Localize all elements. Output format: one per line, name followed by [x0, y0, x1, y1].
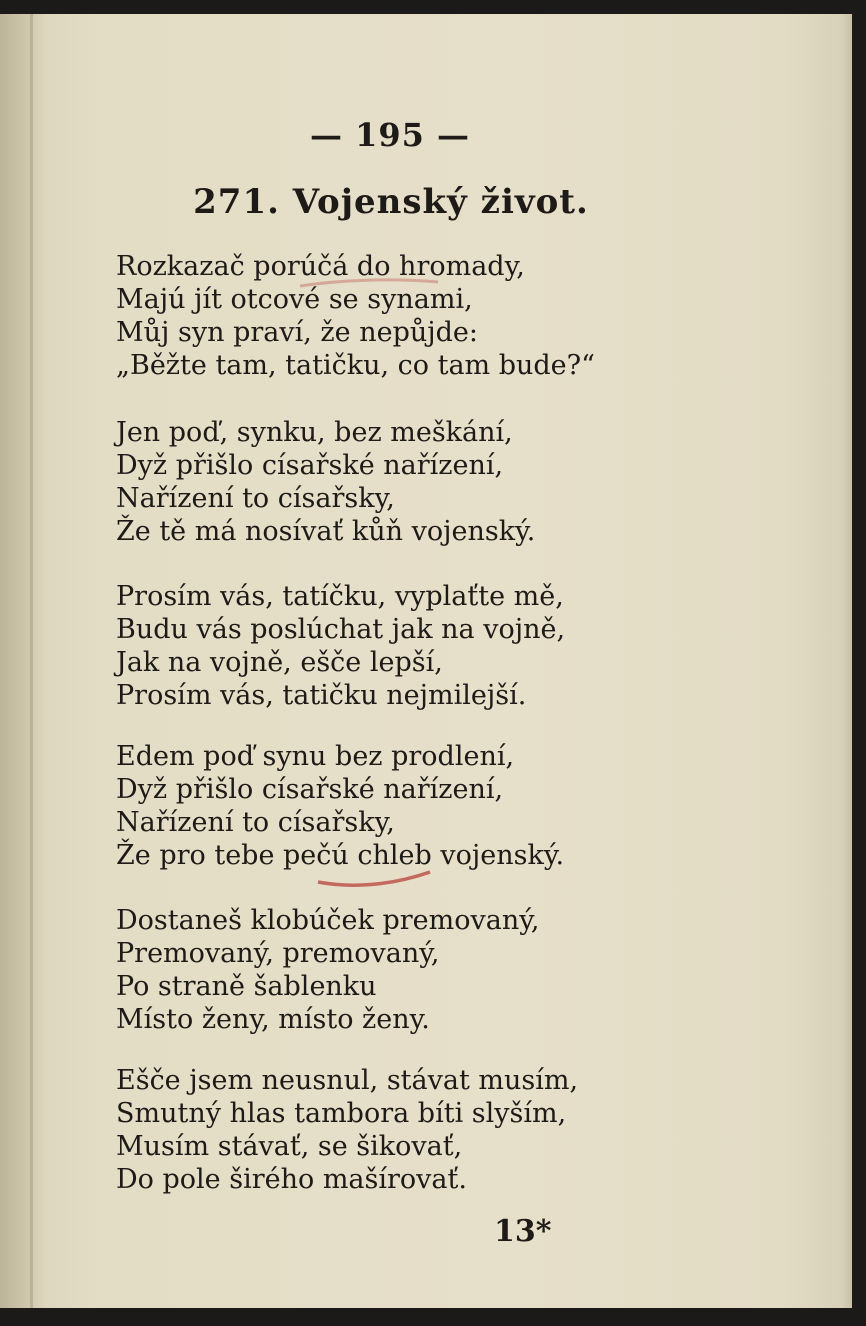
verse-line: Můj syn praví, že nepůjde:: [116, 317, 478, 348]
verse-line: Do pole širého mašírovať.: [116, 1164, 467, 1195]
stanza-3: [116, 580, 816, 712]
stanza-4: [116, 740, 816, 872]
verse-line: Rozkazač porúčá do hromady,: [116, 251, 525, 282]
verse-line: Prosím vás, tatíčku, vyplaťte mě,: [116, 581, 564, 612]
verse-line: Po straně šablenku: [116, 971, 377, 1002]
stanza-6: [116, 1064, 816, 1196]
verse-line: Ešče jsem neusnul, stávat musím,: [116, 1065, 579, 1096]
stanza-2: [116, 416, 816, 548]
verse-line: Dostaneš klobúček premovaný,: [116, 905, 540, 936]
verse-line: „Běžte tam, tatičku, co tam bude?“: [116, 350, 595, 381]
stanza-5: [116, 904, 816, 1036]
verse-line: Edem poď synu bez prodlení,: [116, 741, 515, 772]
verse-line: Jen poď, synku, bez meškání,: [116, 417, 513, 448]
verse-line: Prosím vás, tatičku nejmilejší.: [116, 680, 527, 711]
verse-line: Že pro tebe pečú chleb vojenský.: [116, 840, 565, 871]
verse-line: Dyž přišlo císařské nařízení,: [116, 774, 504, 805]
song-title: 271. Vojenský život.: [193, 182, 589, 222]
page-number: — 195 —: [309, 116, 471, 154]
verse-line: Místo ženy, místo ženy.: [116, 1004, 430, 1035]
stanza-1: [116, 250, 816, 382]
verse-line: Dyž přišlo císařské nařízení,: [116, 450, 504, 481]
verse-line: Nařízení to císařsky,: [116, 483, 395, 514]
verse-line: Smutný hlas tambora bíti slyším,: [116, 1098, 567, 1129]
book-page: [0, 14, 852, 1308]
verse-line: Že tě má nosívať kůň vojenský.: [116, 516, 536, 547]
verse-line: Jak na vojně, ešče lepší,: [116, 647, 443, 678]
verse-line: Nařízení to císařsky,: [116, 807, 395, 838]
verse-line: Premovaný, premovaný,: [116, 938, 440, 969]
verse-line: Majú jít otcové se synami,: [116, 284, 473, 315]
verse-line: Budu vás poslúchat jak na vojně,: [116, 614, 566, 645]
page-text: [0, 14, 852, 1308]
signature-mark: 13*: [494, 1214, 552, 1249]
verse-line: Musím stávať, se šikovať,: [116, 1131, 463, 1162]
